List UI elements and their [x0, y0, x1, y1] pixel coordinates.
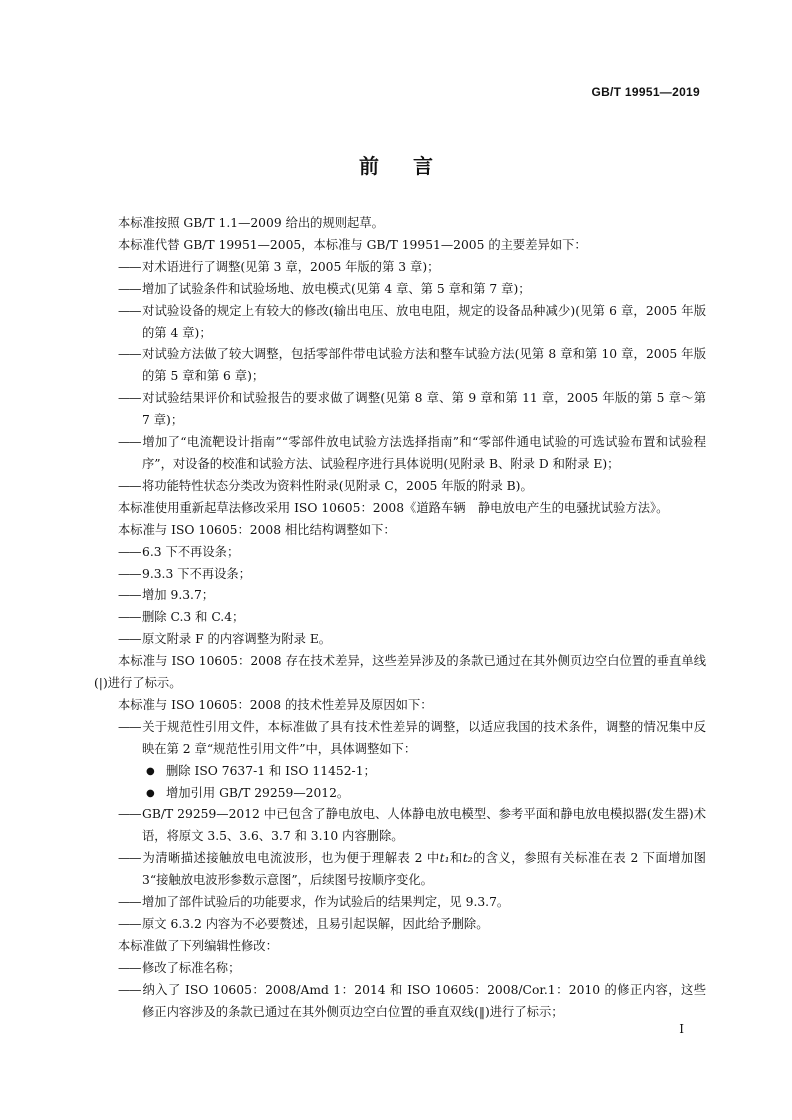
dash-item — [94, 542, 706, 564]
symbol-t1: t₁ — [439, 851, 450, 866]
dash-marker: —— — [118, 610, 141, 625]
bullet-item-text: 删除 ISO 7637-1 和 ISO 11452-1； — [166, 763, 376, 778]
dash-item-text: 的含义，参照有关标准在表 2 下面增加图 3“接触放电波形参数示意图”，后续图号按顺序变化。 — [142, 851, 706, 888]
page-title: 前言 — [359, 154, 467, 178]
bullet-item — [94, 783, 706, 805]
dash-item — [94, 717, 706, 761]
dash-item — [94, 432, 706, 476]
dash-item-text: 关于规范性引用文件，本标准做了具有技术性差异的调整，以适应我国的技术条件，调整的情况集中反映在第 2 章“规范性引用文件”中，具体调整如下： — [142, 719, 706, 756]
dash-item — [94, 980, 706, 1024]
bullet-icon: ● — [146, 787, 155, 799]
dash-item — [94, 301, 706, 345]
paragraph: 本标准与 ISO 10605：2008 存在技术差异，这些差异涉及的条款已通过在其外侧页边空白位置的垂直单线(|)进行了标示。 — [94, 654, 706, 691]
dash-item — [94, 958, 706, 980]
dash-item-text: 对试验结果评价和试验报告的要求做了调整(见第 8 章、第 9 章和第 11 章，2005 年版的第 5 章～第 7 章)； — [142, 391, 706, 428]
paragraph: 本标准代替 GB/T 19951—2005，本标准与 GB/T 19951—2005 的主要差异如下： — [118, 237, 587, 252]
dash-marker: —— — [118, 303, 141, 318]
bullet-item-text: 增加引用 GB/T 29259—2012。 — [166, 785, 350, 800]
dash-item — [94, 476, 706, 498]
dash-marker: —— — [118, 544, 141, 559]
dash-marker: —— — [118, 391, 141, 406]
dash-item-text: 修改了标准名称； — [142, 960, 241, 975]
dash-marker: —— — [118, 259, 141, 274]
dash-marker: —— — [118, 895, 141, 910]
dash-marker: —— — [118, 281, 141, 296]
paragraph: 本标准按照 GB/T 1.1—2009 给出的规则起草。 — [118, 216, 384, 230]
dash-item — [94, 279, 706, 301]
paragraph: 本标准与 ISO 10605：2008 相比结构调整如下： — [118, 522, 396, 537]
dash-marker: —— — [118, 807, 141, 822]
dash-item — [94, 914, 706, 936]
dash-item-text: 6.3 下不再设条； — [142, 544, 240, 559]
dash-marker: —— — [118, 435, 141, 450]
paragraph: 本标准做了下列编辑性修改： — [118, 938, 278, 953]
foreword-body — [94, 213, 706, 1024]
symbol-t2: t₂ — [462, 851, 473, 866]
dash-item — [94, 344, 706, 388]
paragraph: 本标准与 ISO 10605：2008 的技术性差异及原因如下： — [118, 697, 433, 712]
dash-marker: —— — [118, 566, 141, 581]
dash-item — [94, 848, 706, 892]
bullet-item — [94, 761, 706, 783]
dash-marker: —— — [118, 982, 141, 997]
dash-item-text: 增加了部件试验后的功能要求，作为试验后的结果判定，见 9.3.7。 — [142, 895, 510, 910]
dash-item-text: 删除 C.3 和 C.4； — [142, 610, 245, 625]
dash-marker: —— — [118, 960, 141, 975]
dash-item-text: 为清晰描述接触放电电流波形，也为便于理解表 2 中 — [142, 851, 440, 866]
dash-item — [94, 607, 706, 629]
dash-item-text: 纳入了 ISO 10605：2008/Amd 1：2014 和 ISO 10605：2008/Cor.1：2010 的修正内容，这些修正内容涉及的条款已通过在其外侧页边空白位置的垂直双线(‖)进行了标示； — [142, 982, 706, 1019]
dash-item-text: 增加 9.3.7； — [142, 588, 215, 603]
dash-item-text: 原文 6.3.2 内容为不必要赘述，且易引起误解，因此给予删除。 — [142, 917, 489, 931]
dash-item — [94, 585, 706, 607]
dash-item-text: 对试验方法做了较大调整，包括零部件带电试验方法和整车试验方法(见第 8 章和第 10 章，2005 年版的第 5 章和第 6 章)； — [142, 347, 706, 384]
dash-marker: —— — [118, 347, 141, 362]
dash-item — [94, 629, 706, 651]
bullet-icon: ● — [146, 765, 155, 777]
dash-item-text: 对术语进行了调整(见第 3 章，2005 年版的第 3 章)； — [142, 259, 440, 274]
dash-item-text: 原文附录 F 的内容调整为附录 E。 — [142, 632, 332, 647]
dash-marker: —— — [118, 632, 141, 647]
dash-item — [94, 388, 706, 432]
dash-item-text: 对试验设备的规定上有较大的修改(输出电压、放电电阻，规定的设备品种减少)(见第 6 章，2005 年版的第 4 章)； — [142, 303, 706, 340]
dash-marker: —— — [118, 478, 141, 493]
dash-marker: —— — [118, 851, 141, 866]
page-number: I — [679, 1022, 684, 1036]
dash-marker: —— — [118, 588, 141, 603]
dash-item — [94, 257, 706, 279]
dash-item — [94, 892, 706, 914]
dash-item-text: GB/T 29259—2012 中已包含了静电放电、人体静电放电模型、参考平面和静电放电模拟器(发生器)术语，将原文 3.5、3.6、3.7 和 3.10 内容删除。 — [142, 807, 706, 844]
standard-code: GB/T 19951—2019 — [591, 85, 700, 99]
dash-item-text: 增加了试验条件和试验场地、放电模式(见第 4 章、第 5 章和第 7 章)； — [142, 281, 531, 296]
conjunction: 和 — [449, 851, 463, 866]
paragraph: 本标准使用重新起草法修改采用 ISO 10605：2008《道路车辆 静电放电产生的电骚扰试验方法》。 — [118, 500, 669, 515]
dash-marker: —— — [118, 719, 141, 734]
dash-item-text: 将功能特性状态分类改为资料性附录(见附录 C，2005 年版的附录 B)。 — [142, 478, 533, 493]
dash-item-text: 9.3.3 下不再设条； — [142, 566, 251, 581]
dash-marker: —— — [118, 917, 141, 931]
dash-item — [94, 564, 706, 586]
dash-item — [94, 804, 706, 848]
dash-item-text: 增加了“电流靶设计指南”“零部件放电试验方法选择指南”和“零部件通电试验的可选试验布置和试验程序”，对设备的校准和试验方法、试验程序进行具体说明(见附录 B、附录 D 和附录 E)； — [142, 435, 706, 471]
